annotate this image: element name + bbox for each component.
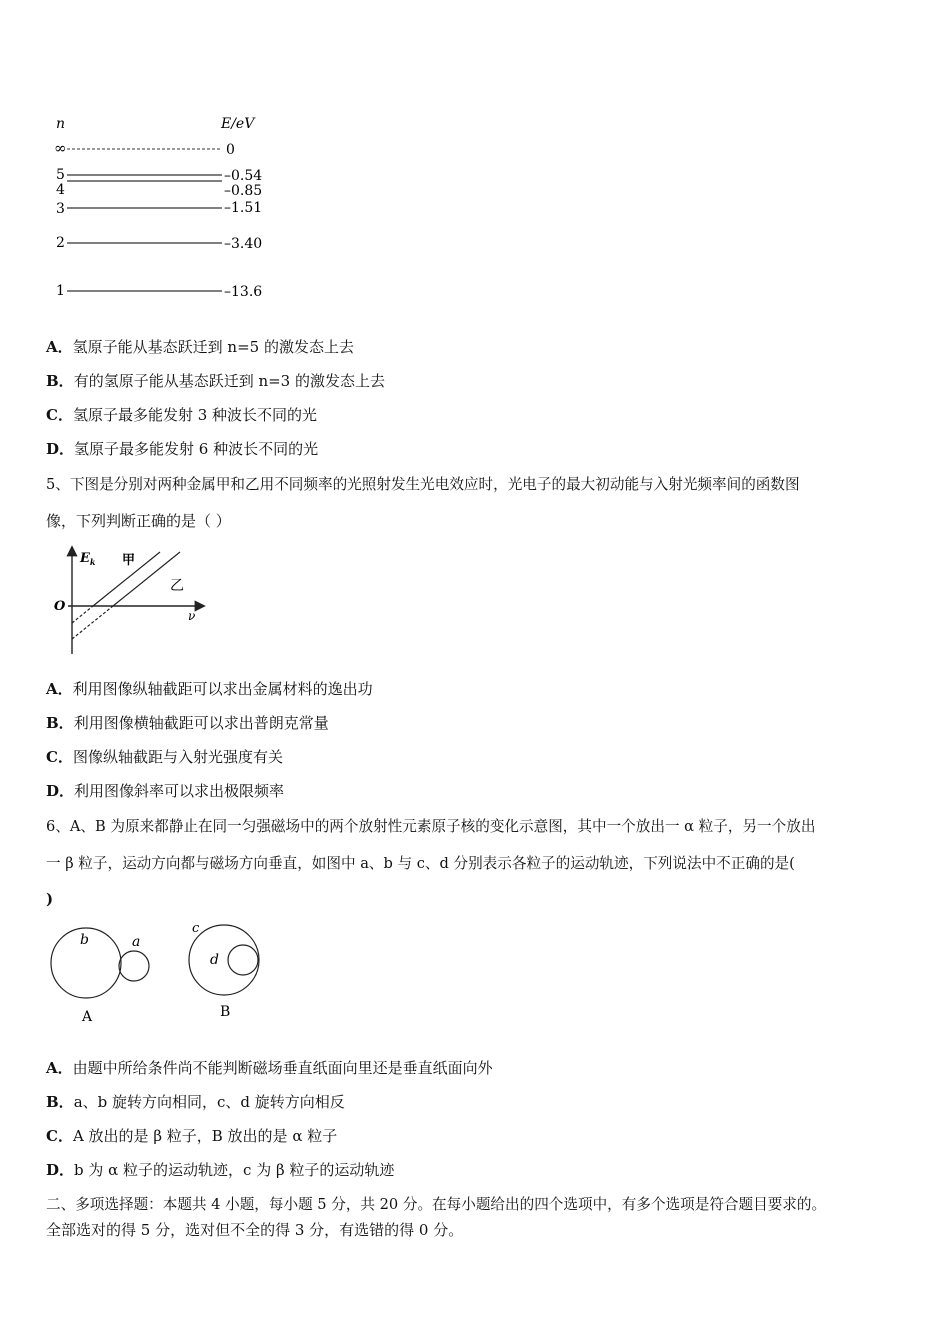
level-e-1: –13.6 — [224, 284, 263, 300]
q5-option-b: B．利用图像横轴截距可以求出普朗克常量 — [46, 714, 329, 732]
y-axis-label: $E_k$ — [80, 551, 96, 567]
figure-label-a: A — [82, 1009, 93, 1025]
label-d: d — [210, 952, 219, 968]
q6-option-d: D．b 为 α 粒子的运动轨迹，c 为 β 粒子的运动轨迹 — [46, 1161, 395, 1179]
q4-option-b: B．有的氢原子能从基态跃迁到 n=3 的激发态上去 — [46, 372, 385, 390]
level-n-2: 2 — [56, 235, 65, 251]
n-axis-label: n — [56, 116, 66, 132]
q5-option-d: D．利用图像斜率可以求出极限频率 — [46, 782, 285, 800]
trajectory-a — [119, 951, 149, 981]
q5-option-a: A．利用图像纵轴截距可以求出金属材料的逸出功 — [46, 680, 373, 698]
level-n-3: 3 — [56, 201, 65, 217]
line-yi-dashed — [72, 606, 113, 639]
label-yi: 乙 — [170, 578, 184, 594]
label-c: c — [192, 921, 200, 936]
q6-option-b: B．a、b 旋转方向相同，c、d 旋转方向相反 — [46, 1093, 345, 1111]
level-n-1: 1 — [56, 283, 65, 299]
photoelectric-graph — [48, 540, 218, 660]
trajectory-c — [189, 925, 259, 995]
q4-option-d: D．氢原子最多能发射 6 种波长不同的光 — [46, 440, 319, 458]
origin-label: O — [54, 599, 66, 614]
q6-stem-line-2: 一 β 粒子，运动方向都与磁场方向垂直，如图中 a、b 与 c、d 分别表示各粒子的运动轨迹，下列说法中不正确的是( — [46, 855, 795, 872]
section-2-line-2: 全部选对的得 5 分，选对但不全的得 3 分，有选错的得 0 分。 — [46, 1221, 464, 1239]
q6-option-a: A．由题中所给条件尚不能判断磁场垂直纸面向里还是垂直纸面向外 — [46, 1059, 493, 1077]
level-n-4: 4 — [56, 182, 65, 198]
section-2-line-1: 二、多项选择题：本题共 4 小题，每小题 5 分，共 20 分。在每小题给出的四个选项中，有多个选项是符合题目要求的。 — [46, 1196, 827, 1213]
level-e-4: –0.85 — [224, 183, 263, 199]
decay-trajectory-figure — [44, 918, 274, 1030]
level-n-5: 5 — [56, 167, 65, 183]
level-e-inf: 0 — [226, 142, 235, 158]
q6-option-c: C．A 放出的是 β 粒子，B 放出的是 α 粒子 — [46, 1127, 338, 1145]
level-e-3: –1.51 — [224, 200, 263, 216]
q4-option-a: A．氢原子能从基态跃迁到 n=5 的激发态上去 — [46, 338, 354, 356]
figure-label-b: B — [220, 1004, 231, 1020]
label-a: a — [132, 934, 141, 950]
x-axis-label: ν — [188, 609, 196, 623]
energy-level-diagram — [40, 110, 280, 310]
q6-stem-line-1: 6、A、B 为原来都静止在同一匀强磁场中的两个放射性元素原子核的变化示意图，其中一个放出一 α 粒子，另一个放出 — [46, 818, 816, 835]
q6-stem-line-3: ) — [46, 890, 54, 908]
label-b: b — [80, 932, 89, 948]
q5-stem-line-1: 5、下图是分别对两种金属甲和乙用不同频率的光照射发生光电效应时，光电子的最大初动能与入射光频率间的函数图 — [46, 476, 800, 493]
label-jia: 甲 — [122, 553, 136, 568]
q4-option-c: C．氢原子最多能发射 3 种波长不同的光 — [46, 406, 318, 424]
trajectory-d — [228, 945, 258, 975]
e-axis-label: E/eV — [221, 116, 255, 132]
q5-option-c: C．图像纵轴截距与入射光强度有关 — [46, 748, 283, 766]
q5-stem-line-2: 像，下列判断正确的是（ ） — [46, 512, 231, 530]
level-n-inf: ∞ — [54, 139, 67, 157]
level-e-5: –0.54 — [224, 168, 263, 184]
level-e-2: –3.40 — [224, 236, 263, 252]
line-jia-dashed — [72, 606, 93, 623]
